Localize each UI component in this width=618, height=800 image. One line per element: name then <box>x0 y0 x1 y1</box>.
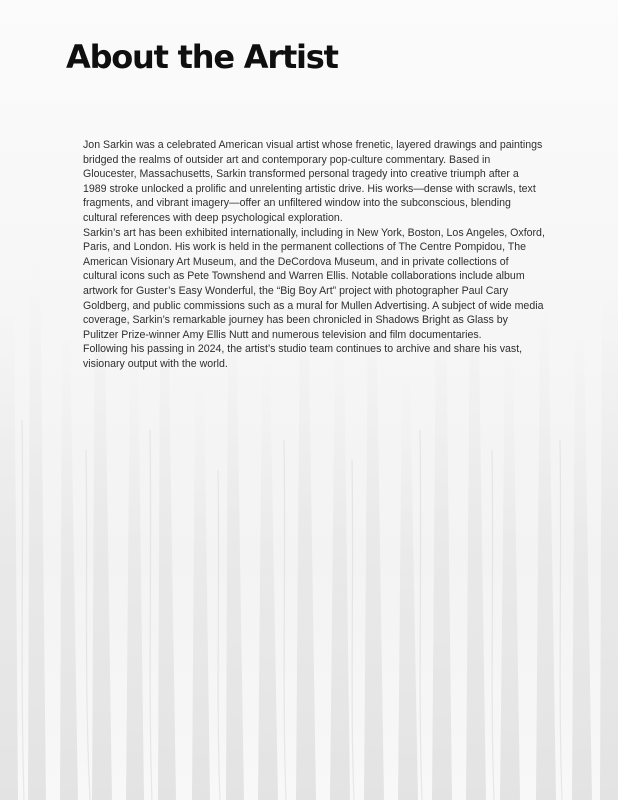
page-title: About the Artist <box>66 38 338 76</box>
artist-biography <box>83 138 545 372</box>
bio-paragraph-1: Jon Sarkin was a celebrated American visual artist whose frenetic, layered drawings and paintings bridged the realms of outsider art and contemporary pop-culture commentary. Based in Gloucester, Massachusetts, Sarkin transformed personal tragedy into creative triumph after a 1989 stroke unlocked a prolific and unrelenting artistic drive. His works—dense with scrawls, text fragments, and vibrant imagery—offer an unfiltered window into the subconscious, blending cultural references with deep psychological exploration. <box>83 139 543 224</box>
bio-paragraph-2: Sarkin’s art has been exhibited internationally, including in New York, Boston, Los Angeles, Oxford, Paris, and London. His work is held in the permanent collections of The Centre Pompidou, The American Visionary Art Museum, and the DeCordova Museum, and in private collections of cultural icons such as Pete Townshend and Warren Ellis. Notable collaborations include album artwork for Guster’s Easy Wonderful, the “Big Boy Art” project with photographer Paul Cary Goldberg, and public commissions such as a mural for Mullen Advertising. A subject of wide media coverage, Sarkin’s remarkable journey has been chronicled in Shadows Bright as Glass by Pulitzer Prize-winner Amy Ellis Nutt and numerous television and film documentaries. <box>83 226 545 341</box>
bio-paragraph-3: Following his passing in 2024, the artist’s studio team continues to archive and share his vast, visionary output with the world. <box>83 343 523 370</box>
